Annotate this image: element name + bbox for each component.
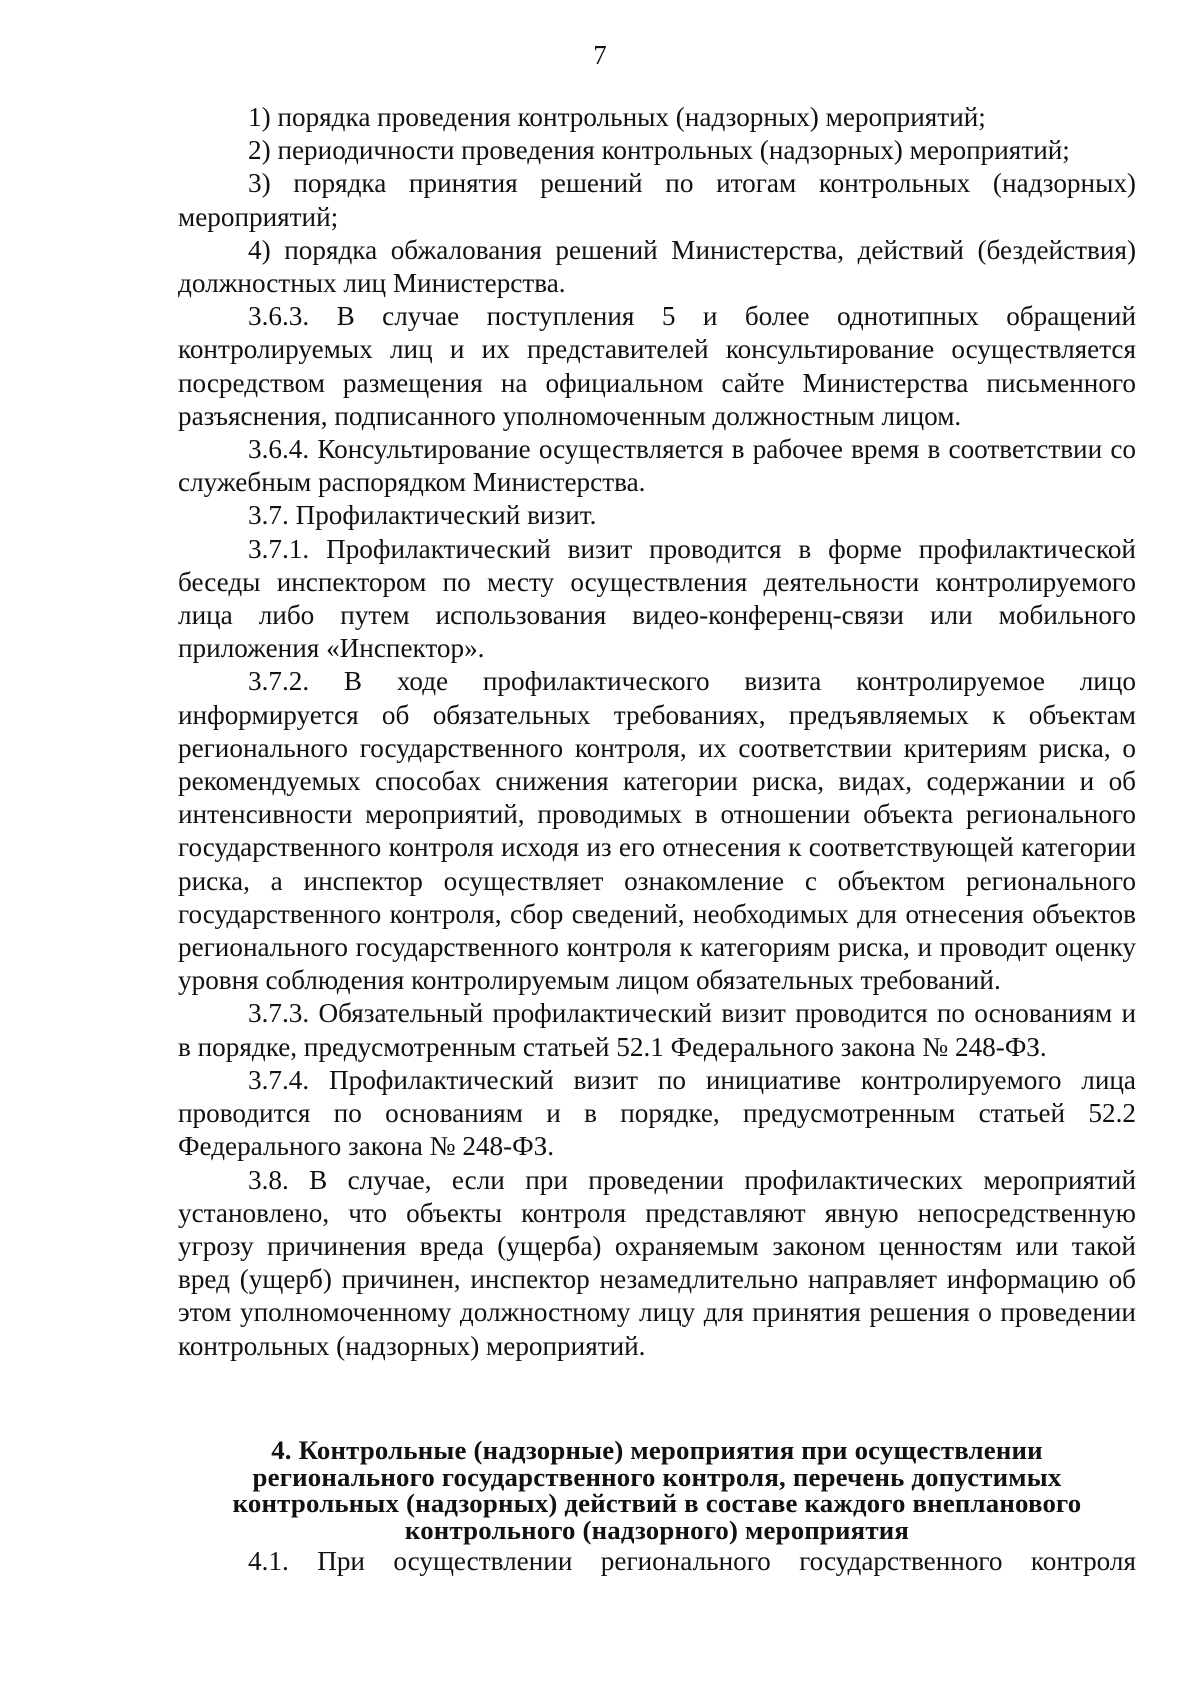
paragraph-3-7-2: 3.7.2. В ходе профилактического визита контролируемое лицо информируется об обязательных требованиях, предъявляемых к объектам регионального государственного контроля, их соответствии критериям риска, о рекомендуемых способах снижения категории риска, видах, содержании и об интенсивности мероприятий, проводимых в отношении объекта регионального государственного контроля исходя из его отнесения к соответствующей категории риска, а инспектор осуществляет ознакомление с объектом регионального государственного контроля, сбор сведений, необходимых для отнесения объектов регионального государственного контроля к категориям риска, и проводит оценку уровня соблюдения контролируемым лицом обязательных требований. (178, 666, 1136, 996)
paragraph-list-item-3: 3) порядка принятия решений по итогам контрольных (надзорных) мероприятий; (178, 168, 1136, 232)
paragraph-3-6-4: 3.6.4. Консультирование осуществляется в рабочее время в соответствии со служебным распорядком Министерства. (178, 434, 1136, 498)
paragraph-3-7-4: 3.7.4. Профилактический визит по инициативе контролируемого лица проводится по основаниям и в порядке, предусмотренным статьей 52.2 Федерального закона № 248-ФЗ. (178, 1064, 1136, 1162)
paragraph-3-7-1: 3.7.1. Профилактический визит проводится в форме профилактической беседы инспектором по месту осуществления деятельности контролируемого лица либо путем использования видео-конференц-связи или мобильного приложения «Инспектор». (178, 533, 1136, 664)
paragraph-list-item-4: 4) порядка обжалования решений Министерства, действий (бездействия) должностных лиц Министерства. (178, 234, 1136, 299)
paragraph-3-7-3: 3.7.3. Обязательный профилактический визит проводится по основаниям и в порядке, предусмотренным статьей 52.1 Федерального закона № 248-ФЗ. (178, 998, 1136, 1062)
paragraph-list-item-1: 1) порядка проведения контрольных (надзорных) мероприятий; (248, 102, 986, 132)
paragraph-4-1: 4.1. При осуществлении регионального государственного контроля (248, 1546, 1136, 1576)
paragraph-3-7: 3.7. Профилактический визит. (248, 500, 597, 531)
paragraph-3-8: 3.8. В случае, если при проведении профилактических мероприятий установлено, что объекты контроля представляют явную непосредственную угрозу причинения вреда (ущерба) охраняемым законом ценностям или такой вред (ущерб) причинен, инспектор незамедлительно направляет информацию об этом уполномоченному должностному лицу для принятия решения о проведении контрольных (надзорных) мероприятий. (178, 1164, 1136, 1361)
body-text (178, 101, 1136, 1363)
page-number: 7 (593, 40, 607, 70)
paragraph-list-item-2: 2) периодичности проведения контрольных (надзорных) мероприятий; (248, 135, 1070, 166)
paragraph-3-6-3: 3.6.3. В случае поступления 5 и более однотипных обращений контролируемых лиц и их представителей консультирование осуществляется посредством размещения на официальном сайте Министерства письменного разъяснения, подписанного уполномоченным должностным лицом. (178, 301, 1136, 431)
section-heading: 4. Контрольные (надзорные) мероприятия при осуществлении регионального государственного контроля, перечень допустимых контрольных (надзорных) действий в составе каждого внепланового контрольного (надзорного) мероприятия (232, 1435, 1082, 1545)
